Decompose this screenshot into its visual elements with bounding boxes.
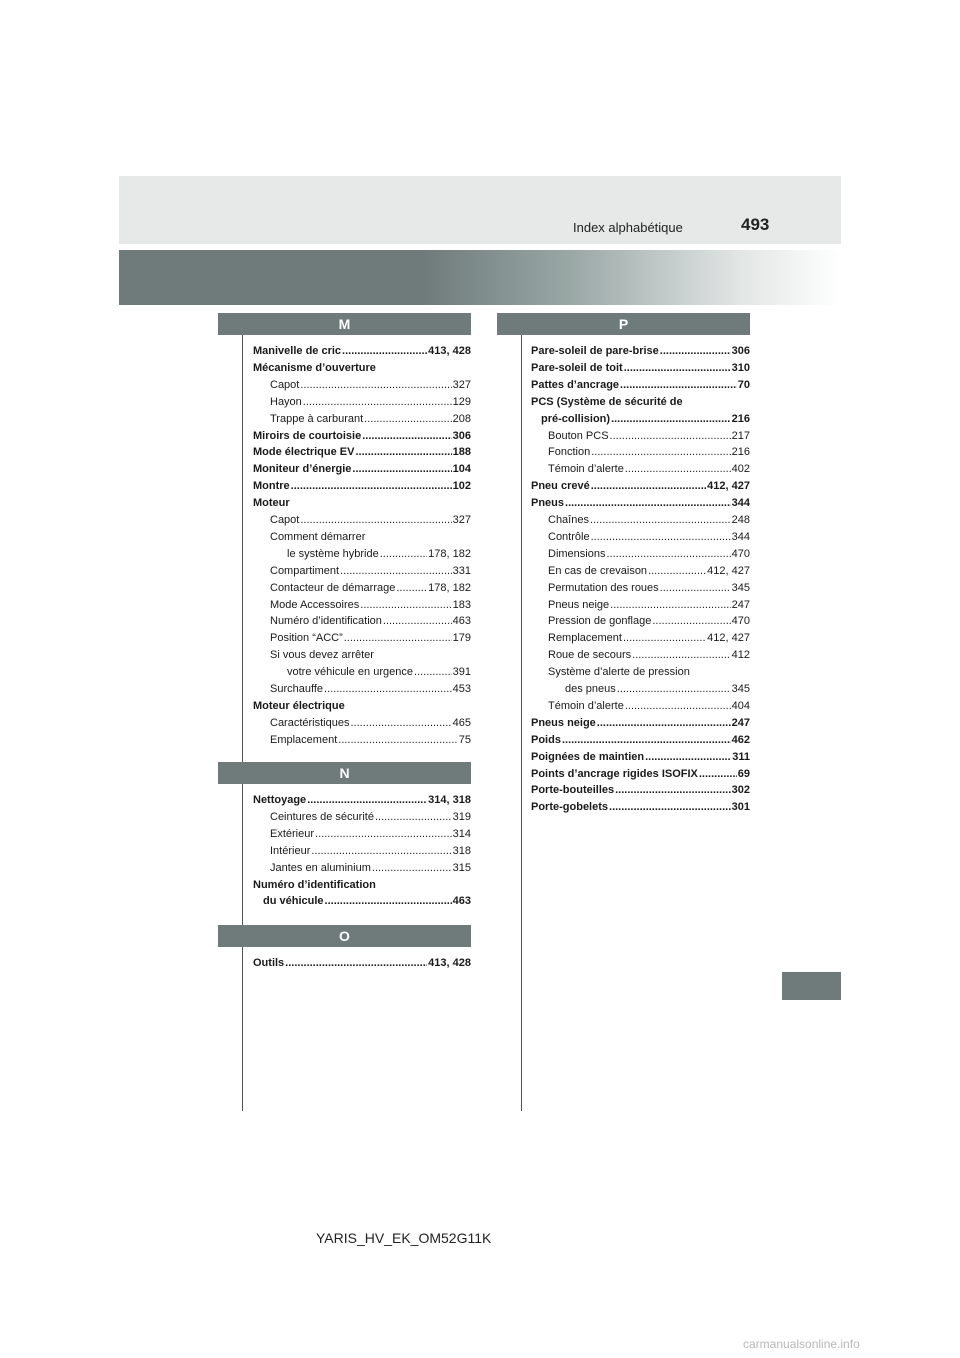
- entry-page-ref: 188: [452, 446, 471, 459]
- right-column-rule: [521, 335, 522, 1111]
- entry-page-ref: 178, 182: [428, 547, 471, 560]
- index-entry: [531, 715, 750, 731]
- entry-term: Surchauffe: [270, 683, 324, 695]
- index-entry: [253, 792, 471, 808]
- dot-leader: [660, 343, 731, 359]
- dot-leader: [590, 512, 731, 528]
- index-entry: [531, 495, 750, 511]
- entry-term: Poignées de maintien: [531, 750, 645, 763]
- index-entry: [270, 843, 471, 859]
- entry-term: Mode Accessoires: [270, 598, 360, 611]
- entry-page-ref: 216: [731, 446, 750, 459]
- entry-term: Pare-soleil de pare-brise: [531, 345, 659, 357]
- dot-leader: [307, 792, 427, 808]
- entry-term: Moteur: [253, 497, 290, 510]
- entry-page-ref: 345: [731, 581, 750, 594]
- dot-leader: [372, 860, 452, 876]
- dot-leader: [375, 809, 452, 825]
- dot-leader: [609, 799, 731, 815]
- entry-term: Si vous devez arrêter: [270, 649, 374, 662]
- index-letter-p: P: [497, 313, 750, 335]
- entry-term: Hayon: [270, 395, 302, 408]
- dot-leader: [625, 698, 731, 714]
- entry-term: Capot: [270, 378, 300, 391]
- entry-term: Pare-soleil de toit: [531, 361, 623, 374]
- watermark: carmanualsonline.info: [743, 1337, 860, 1351]
- entry-page-ref: 179: [452, 632, 471, 645]
- document-code: YARIS_HV_EK_OM52G11K: [316, 1230, 492, 1246]
- entry-term: Extérieur: [270, 827, 315, 840]
- entry-page-ref: 75: [458, 733, 471, 746]
- entry-term: Pneus: [531, 497, 565, 510]
- entry-page-ref: 463: [452, 615, 471, 628]
- entry-term: PCS (Système de sécurité de: [531, 395, 683, 408]
- entry-page-ref: 314, 318: [428, 794, 471, 806]
- entry-term: Témoin d’alerte: [548, 463, 624, 476]
- dot-leader: [620, 377, 737, 393]
- index-entry: [548, 664, 750, 680]
- index-entry: [253, 444, 471, 460]
- index-entry: [270, 860, 471, 876]
- dot-leader: [591, 529, 731, 545]
- index-entry: [253, 428, 471, 444]
- chapter-side-tab: [782, 972, 841, 1000]
- index-entry: [253, 495, 471, 511]
- dot-leader: [291, 478, 452, 494]
- entry-page-ref: 391: [452, 666, 471, 679]
- index-entry: [270, 809, 471, 825]
- dot-leader: [383, 613, 452, 629]
- entry-term: Mode électrique EV: [253, 446, 355, 459]
- index-entry: [253, 955, 471, 971]
- dot-leader: [350, 715, 451, 731]
- dot-leader: [625, 461, 731, 477]
- entry-page-ref: 183: [452, 598, 471, 611]
- entry-term: du véhicule: [263, 895, 324, 908]
- entry-term: votre véhicule en urgence: [287, 666, 413, 679]
- entry-term: Roue de secours: [548, 649, 632, 662]
- entry-page-ref: 453: [452, 683, 471, 695]
- dot-leader: [362, 428, 451, 444]
- entry-page-ref: 404: [731, 699, 750, 712]
- dot-leader: [606, 546, 730, 562]
- dot-leader: [396, 580, 427, 596]
- dot-leader: [380, 546, 427, 562]
- entry-page-ref: 327: [452, 514, 471, 526]
- index-entry: [531, 377, 750, 393]
- index-entry: [531, 799, 750, 815]
- index-entry: [531, 766, 750, 782]
- dot-leader: [355, 444, 451, 460]
- dot-leader: [340, 563, 452, 579]
- dot-leader: [632, 647, 730, 663]
- dot-leader: [623, 630, 706, 646]
- entry-page-ref: 412, 427: [707, 564, 750, 577]
- entry-page-ref: 208: [452, 412, 471, 425]
- entry-page-ref: 247: [731, 716, 750, 729]
- entry-term: Pneus neige: [548, 598, 610, 611]
- entry-page-ref: 465: [452, 716, 471, 729]
- entry-page-ref: 178, 182: [428, 581, 471, 594]
- dot-leader: [591, 444, 730, 460]
- entry-page-ref: 216: [731, 412, 750, 425]
- entry-term: le système hybride: [287, 547, 379, 560]
- entry-page-ref: 69: [737, 767, 750, 780]
- entry-term: Permutation des roues: [548, 581, 659, 594]
- entry-term: Intérieur: [270, 844, 311, 857]
- index-entry: [531, 478, 750, 494]
- entry-term: Dimensions: [548, 547, 606, 560]
- index-entry: [541, 411, 750, 427]
- dot-leader: [285, 955, 427, 971]
- index-entry: [565, 681, 750, 697]
- index-entry: [270, 630, 471, 646]
- index-entry: [253, 698, 471, 714]
- decorative-gradient-band: [119, 250, 841, 305]
- entry-term: Jantes en aluminium: [270, 861, 371, 874]
- dot-leader: [364, 411, 451, 427]
- entry-page-ref: 413, 428: [428, 345, 471, 357]
- dot-leader: [648, 563, 706, 579]
- entry-term: pré-collision): [541, 412, 611, 425]
- index-entry: [531, 732, 750, 748]
- entry-page-ref: 301: [731, 801, 750, 814]
- entry-term: Contacteur de démarrage: [270, 581, 396, 594]
- entry-term: Emplacement: [270, 733, 338, 746]
- dot-leader: [324, 681, 452, 697]
- entry-term: Porte-gobelets: [531, 801, 609, 814]
- dot-leader: [660, 580, 731, 596]
- index-entry: [270, 826, 471, 842]
- entry-term: Porte-bouteilles: [531, 784, 615, 797]
- entry-page-ref: 462: [731, 733, 750, 746]
- entry-term: Capot: [270, 514, 300, 526]
- entry-term: En cas de crevaison: [548, 564, 648, 577]
- index-letter-n: N: [218, 762, 471, 784]
- dot-leader: [311, 843, 451, 859]
- index-entry: [270, 512, 471, 528]
- entry-term: Position “ACC”: [270, 632, 343, 645]
- index-entry: [270, 394, 471, 410]
- entry-page-ref: 247: [731, 598, 750, 611]
- entry-page-ref: 327: [452, 378, 471, 391]
- entry-term: Pneus neige: [531, 716, 596, 729]
- index-entry: [270, 613, 471, 629]
- index-entry: [548, 529, 750, 545]
- index-entry: [531, 360, 750, 376]
- entry-page-ref: 470: [731, 615, 750, 628]
- entry-page-ref: 412, 427: [707, 480, 750, 493]
- entry-page-ref: 315: [452, 861, 471, 874]
- dot-leader: [300, 377, 451, 393]
- dot-leader: [610, 428, 731, 444]
- entry-page-ref: 104: [452, 463, 471, 476]
- entry-term: Pneu crevé: [531, 480, 590, 493]
- entry-page-ref: 344: [731, 530, 750, 543]
- entry-term: Caractéristiques: [270, 716, 350, 729]
- entry-term: Miroirs de courtoisie: [253, 429, 362, 442]
- index-entry: [548, 461, 750, 477]
- index-entry: [548, 630, 750, 646]
- index-entry: [548, 580, 750, 596]
- entry-term: Témoin d’alerte: [548, 699, 624, 712]
- index-entry: [253, 343, 471, 359]
- left-column-rule: [242, 335, 243, 1111]
- dot-leader: [325, 893, 452, 909]
- dot-leader: [652, 613, 730, 629]
- index-entry: [270, 563, 471, 579]
- entry-term: Pattes d’ancrage: [531, 378, 620, 391]
- header-band: [119, 176, 841, 244]
- dot-leader: [300, 512, 451, 528]
- index-entry: [270, 580, 471, 596]
- index-entry: [253, 461, 471, 477]
- entry-page-ref: 412: [731, 649, 750, 662]
- index-entry: [270, 732, 471, 748]
- index-entry: [548, 597, 750, 613]
- entry-page-ref: 402: [731, 463, 750, 476]
- entry-page-ref: 319: [452, 810, 471, 823]
- entry-term: Nettoyage: [253, 794, 307, 806]
- entry-page-ref: 463: [452, 895, 471, 908]
- entry-term: Mécanisme d’ouverture: [253, 361, 376, 374]
- dot-leader: [624, 360, 731, 376]
- entry-term: Système d’alerte de pression: [548, 666, 690, 679]
- entry-page-ref: 310: [731, 361, 750, 374]
- dot-leader: [414, 664, 452, 680]
- entry-page-ref: 102: [452, 480, 471, 493]
- entry-term: Poids: [531, 733, 561, 746]
- entry-term: Chaînes: [548, 514, 589, 526]
- entry-term: Moniteur d’énergie: [253, 463, 352, 476]
- dot-leader: [360, 597, 451, 613]
- index-entry: [270, 597, 471, 613]
- dot-leader: [615, 782, 731, 798]
- index-entry: [253, 877, 471, 893]
- entry-term: Points d’ancrage rigides ISOFIX: [531, 767, 698, 780]
- entry-term: Bouton PCS: [548, 429, 609, 442]
- dot-leader: [611, 411, 731, 427]
- dot-leader: [315, 826, 452, 842]
- index-entry: [548, 546, 750, 562]
- entry-term: des pneus: [565, 683, 616, 695]
- index-entry: [548, 647, 750, 663]
- index-entry: [531, 343, 750, 359]
- entry-term: Outils: [253, 957, 285, 969]
- entry-page-ref: 217: [731, 429, 750, 442]
- entry-term: Manivelle de cric: [253, 345, 342, 357]
- dot-leader: [699, 766, 737, 782]
- entry-term: Fonction: [548, 446, 591, 459]
- entry-page-ref: 413, 428: [428, 957, 471, 969]
- entry-term: Montre: [253, 480, 290, 493]
- dot-leader: [562, 732, 731, 748]
- index-letter-m: M: [218, 313, 471, 335]
- index-entry: [531, 394, 750, 410]
- entry-page-ref: 345: [731, 683, 750, 695]
- dot-leader: [352, 461, 451, 477]
- entry-page-ref: 248: [731, 514, 750, 526]
- page-number: 493: [741, 215, 770, 234]
- entry-page-ref: 311: [732, 750, 750, 763]
- entry-page-ref: 470: [731, 547, 750, 560]
- index-entry: [548, 563, 750, 579]
- entry-page-ref: 318: [452, 844, 471, 857]
- entry-term: Ceintures de sécurité: [270, 810, 374, 823]
- index-entry: [287, 546, 471, 562]
- dot-leader: [610, 597, 730, 613]
- index-entry: [263, 893, 471, 909]
- index-entry: [270, 681, 471, 697]
- entry-page-ref: 302: [731, 784, 750, 797]
- dot-leader: [338, 732, 457, 748]
- entry-page-ref: 306: [452, 429, 471, 442]
- index-entry: [548, 698, 750, 714]
- entry-page-ref: 412, 427: [707, 632, 750, 645]
- dot-leader: [303, 394, 452, 410]
- entry-term: Compartiment: [270, 564, 340, 577]
- dot-leader: [344, 630, 452, 646]
- dot-leader: [597, 715, 731, 731]
- entry-term: Numéro d’identification: [253, 878, 376, 891]
- entry-term: Comment démarrer: [270, 530, 366, 543]
- entry-term: Pression de gonflage: [548, 615, 652, 628]
- entry-page-ref: 344: [731, 497, 750, 510]
- index-entry: [253, 478, 471, 494]
- index-letter-o: O: [218, 925, 471, 947]
- index-entry: [548, 428, 750, 444]
- dot-leader: [645, 749, 731, 765]
- entry-term: Trappe à carburant: [270, 412, 364, 425]
- index-entry: [270, 715, 471, 731]
- dot-leader: [591, 478, 706, 494]
- entry-page-ref: 306: [731, 345, 750, 357]
- section-title: Index alphabétique: [573, 220, 683, 235]
- dot-leader: [617, 681, 731, 697]
- entry-term: Contrôle: [548, 530, 590, 543]
- entry-term: Numéro d’identification: [270, 615, 382, 628]
- index-entry: [287, 664, 471, 680]
- index-entry: [531, 782, 750, 798]
- dot-leader: [342, 343, 427, 359]
- index-entry: [548, 444, 750, 460]
- entry-page-ref: 70: [737, 378, 750, 391]
- index-entry: [270, 647, 471, 663]
- index-entry: [253, 360, 471, 376]
- index-entry: [531, 749, 750, 765]
- index-entry: [270, 529, 471, 545]
- index-entry: [548, 512, 750, 528]
- entry-page-ref: 129: [452, 395, 471, 408]
- entry-term: Remplacement: [548, 632, 622, 645]
- index-entry: [270, 377, 471, 393]
- entry-term: Moteur électrique: [253, 699, 345, 712]
- entry-page-ref: 331: [452, 564, 471, 577]
- dot-leader: [565, 495, 731, 511]
- index-entry: [548, 613, 750, 629]
- entry-page-ref: 314: [452, 827, 471, 840]
- index-entry: [270, 411, 471, 427]
